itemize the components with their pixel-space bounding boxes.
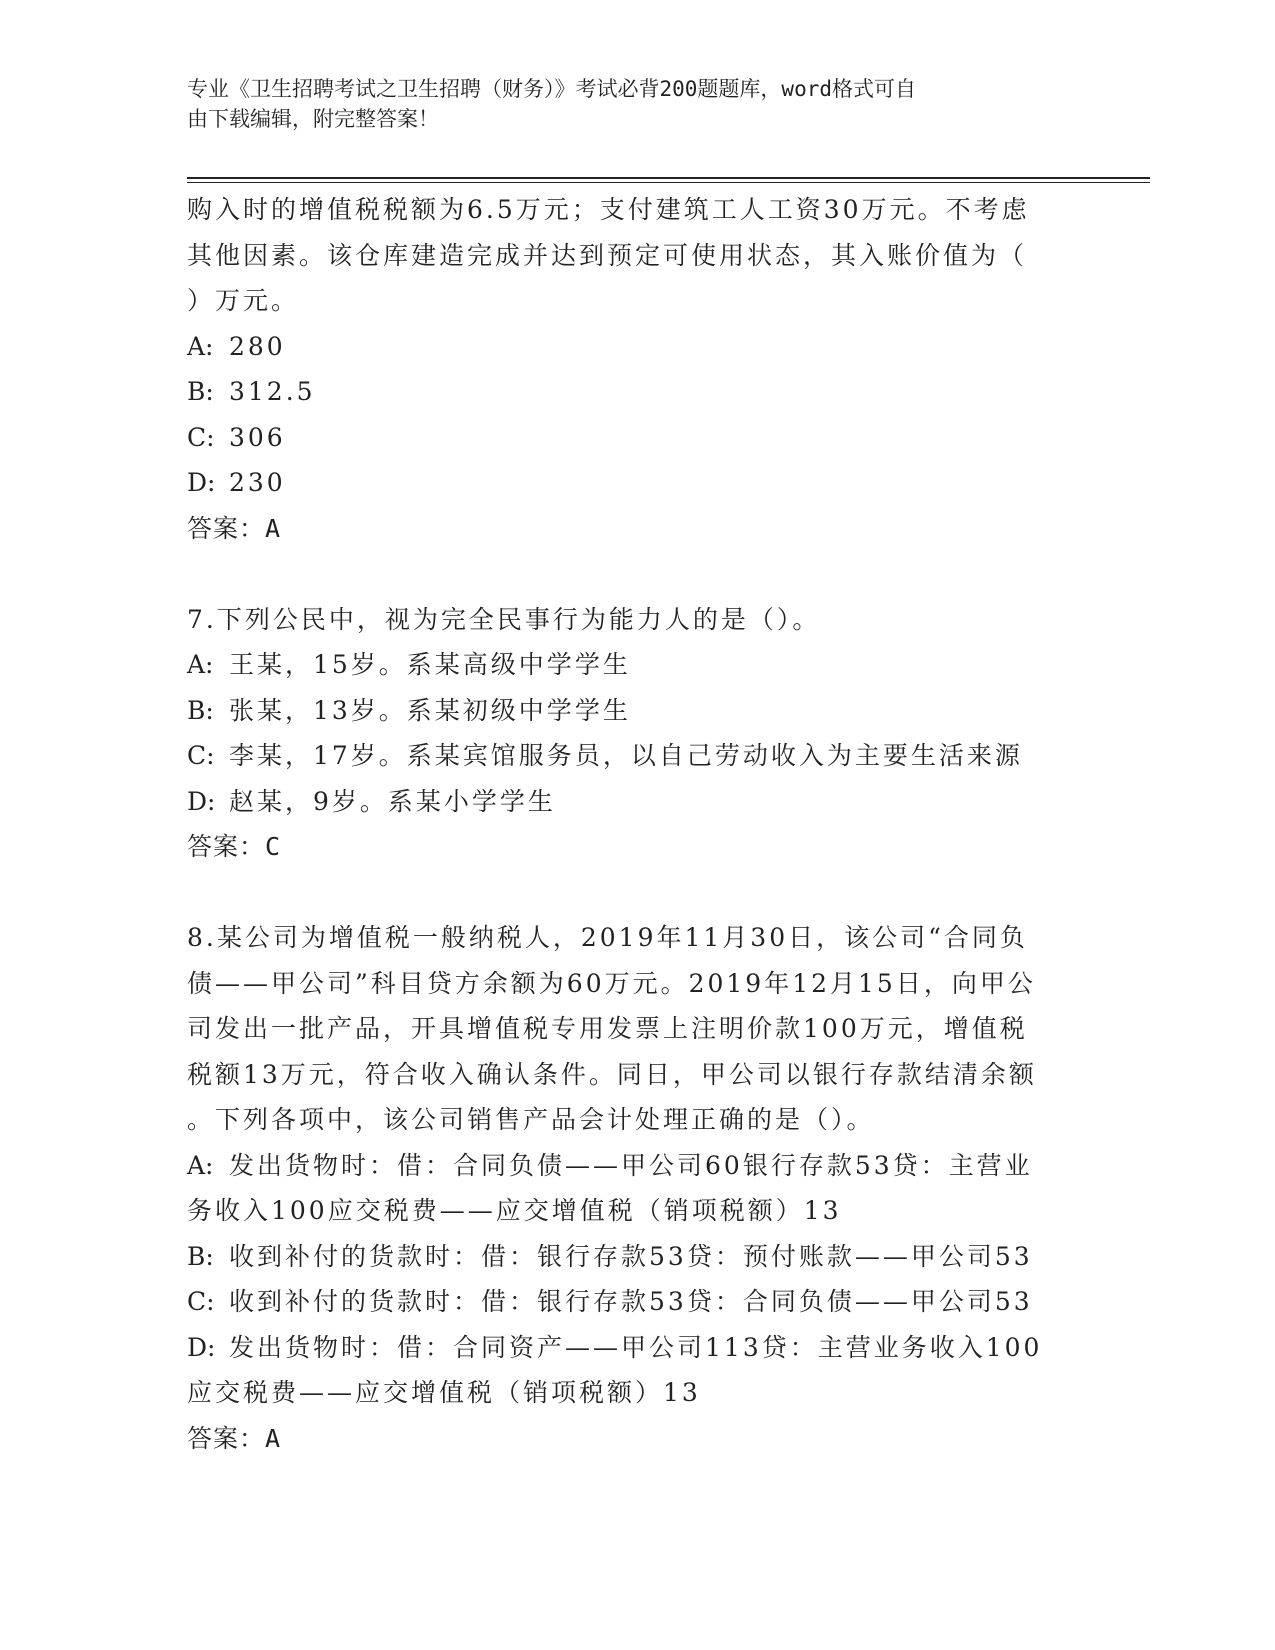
- question-text-line: ）万元。: [187, 286, 300, 315]
- option-text: 发出货物时：借：合同资产——甲公司113贷：主营业务收入100: [229, 1332, 1043, 1362]
- answer-line: [187, 506, 1087, 552]
- question-text-line: 7.下列公民中，视为完全民事行为能力人的是（）。: [187, 604, 821, 634]
- option-d: [187, 779, 1087, 825]
- option-label: D:: [187, 468, 216, 497]
- option-text: 张某，13岁。系某初级中学学生: [229, 695, 631, 725]
- header-rule-thin: [187, 182, 1150, 183]
- option-text: 赵某，9岁。系某小学学生: [229, 786, 556, 816]
- answer-label: 答案：: [187, 513, 266, 543]
- option-label: A:: [187, 331, 214, 361]
- answer-line: [187, 1416, 1087, 1462]
- answer-line: [187, 824, 1087, 870]
- option-d: [187, 1325, 1087, 1371]
- option-text: 230: [229, 468, 286, 497]
- option-text: 280: [229, 331, 286, 361]
- option-text: 306: [229, 422, 286, 452]
- question-text-line: 购入时的增值税税额为6.5万元；支付建筑工人工资30万元。不考虑: [187, 195, 1030, 224]
- option-text: 王某，15岁。系某高级中学学生: [229, 650, 631, 679]
- document-body: [187, 187, 1087, 1461]
- question-text-line: 税额13万元，符合收入确认条件。同日，甲公司以银行存款结清余额: [187, 1059, 1037, 1089]
- spacer: [187, 551, 1087, 597]
- answer-label: 答案：: [187, 1423, 266, 1453]
- answer-value: A: [265, 1423, 282, 1453]
- option-c: [187, 733, 1087, 779]
- option-label: C:: [187, 1287, 215, 1316]
- option-c: [187, 415, 1087, 461]
- option-c: [187, 1279, 1087, 1325]
- document-header: [187, 74, 1067, 134]
- option-text: 收到补付的货款时：借：银行存款53贷：预付账款——甲公司53: [229, 1241, 1033, 1271]
- option-label: D:: [187, 1332, 216, 1362]
- answer-value: C: [265, 832, 282, 861]
- answer-label: 答案：: [187, 832, 266, 861]
- question-6: [187, 187, 1087, 551]
- option-label: D:: [187, 786, 216, 816]
- answer-value: A: [265, 513, 282, 543]
- option-b: [187, 369, 1087, 415]
- header-rule-thick: [187, 177, 1150, 179]
- option-text: 李某，17岁。系某宾馆服务员，以自己劳动收入为主要生活来源: [229, 741, 1023, 770]
- question-7: [187, 597, 1087, 870]
- option-text: 收到补付的货款时：借：银行存款53贷：合同负债——甲公司53: [229, 1287, 1033, 1316]
- option-d: [187, 460, 1087, 506]
- option-a-continuation: 务收入100应交税费——应交增值税（销项税额）13: [187, 1196, 842, 1225]
- question-text-line: 。下列各项中，该公司销售产品会计处理正确的是（）。: [187, 1105, 875, 1134]
- option-label: A:: [187, 650, 214, 679]
- header-line-2: 由下载编辑，附完整答案！: [187, 107, 439, 131]
- option-label: C:: [187, 422, 215, 452]
- option-a: [187, 1143, 1087, 1189]
- option-b: [187, 688, 1087, 734]
- option-text: 312.5: [229, 377, 316, 406]
- option-label: C:: [187, 741, 215, 770]
- question-text-line: 8.某公司为增值税一般纳税人，2019年11月30日，该公司“合同负: [187, 923, 1028, 952]
- spacer: [187, 870, 1087, 916]
- option-d-continuation: 应交税费——应交增值税（销项税额）13: [187, 1378, 701, 1407]
- option-b: [187, 1234, 1087, 1280]
- question-text-line: 其他因素。该仓库建造完成并达到预定可使用状态，其入账价值为（: [187, 240, 1028, 270]
- option-label: B:: [187, 695, 214, 725]
- option-a: [187, 642, 1087, 688]
- question-text-line: 司发出一批产品，开具增值税专用发票上注明价款100万元，增值税: [187, 1014, 1028, 1043]
- header-line-1: 专业《卫生招聘考试之卫生招聘（财务）》考试必背200题题库，word格式可自: [187, 77, 916, 101]
- option-label: B:: [187, 1241, 214, 1271]
- option-a: [187, 324, 1087, 370]
- question-8: [187, 915, 1087, 1461]
- option-text: 发出货物时：借：合同负债——甲公司60银行存款53贷：主营业: [229, 1150, 1033, 1180]
- question-text-line: 债——甲公司”科目贷方余额为60万元。2019年12月15日，向甲公: [187, 968, 1036, 998]
- option-label: A:: [187, 1150, 214, 1180]
- option-label: B:: [187, 377, 214, 406]
